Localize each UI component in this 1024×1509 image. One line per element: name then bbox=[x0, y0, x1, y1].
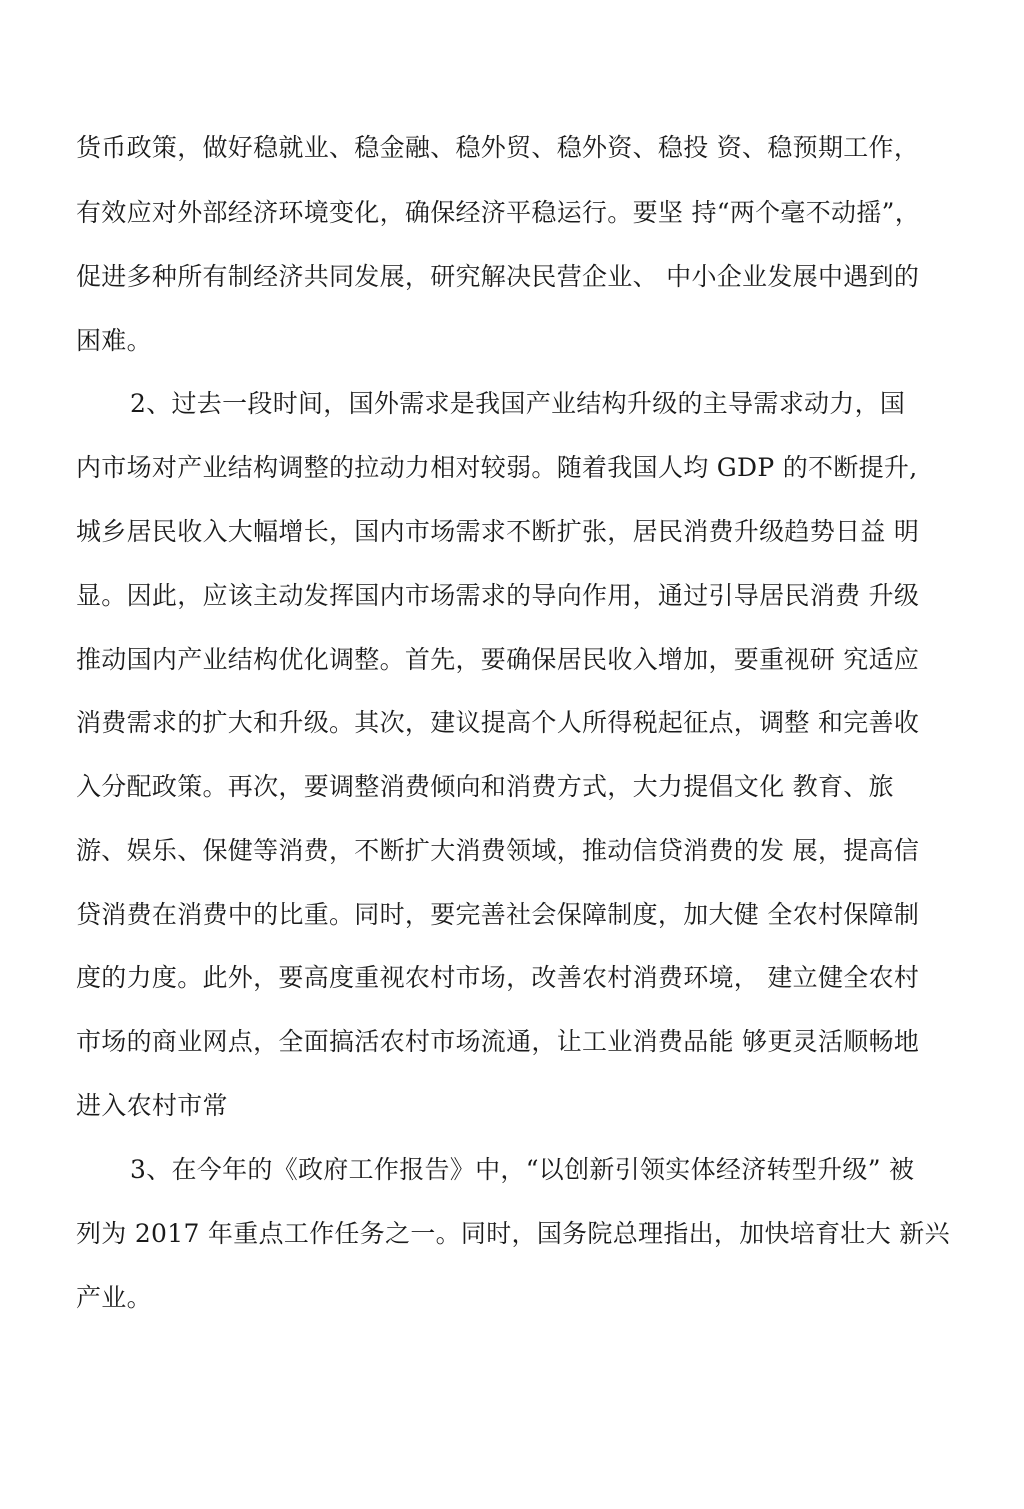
text-line: 显。因此，应该主动发挥国内市场需求的导向作用，通过引导居民消费 升级 bbox=[76, 581, 920, 610]
text-line: 列为 2017 年重点工作任务之一。同时，国务院总理指出，加快培育壮大 新兴 bbox=[76, 1219, 950, 1248]
text-line: 有效应对外部经济环境变化，确保经济平稳运行。要坚 持“两个毫不动摇”， bbox=[76, 198, 921, 227]
text-line: 货币政策，做好稳就业、稳金融、稳外贸、稳外资、稳投 资、稳预期工作， bbox=[76, 133, 920, 162]
text-line: 城乡居民收入大幅增长，国内市场需求不断扩张，居民消费升级趋势日益 明 bbox=[76, 517, 920, 546]
paragraph-2-first-line: 2、过去一段时间，国外需求是我国产业结构升级的主导需求动力，国 bbox=[130, 389, 906, 418]
text-line: 度的力度。此外，要高度重视农村市场，改善农村消费环境， 建立健全农村 bbox=[76, 963, 920, 992]
text-line: 困难。 bbox=[76, 326, 152, 355]
text-line: 进入农村市常 bbox=[76, 1091, 228, 1120]
text-line: 推动国内产业结构优化调整。首先，要确保居民收入增加，要重视研 究适应 bbox=[76, 645, 920, 674]
paragraph-3-first-line: 3、在今年的《政府工作报告》中，“以创新引领实体经济转型升级” 被 bbox=[130, 1155, 915, 1184]
text-line: 消费需求的扩大和升级。其次，建议提高个人所得税起征点，调整 和完善收 bbox=[76, 708, 920, 737]
text-line: 内市场对产业结构调整的拉动力相对较弱。随着我国人均 GDP 的不断提升, bbox=[76, 453, 918, 482]
text-line: 产业。 bbox=[76, 1283, 152, 1312]
text-line: 游、娱乐、保健等消费，不断扩大消费领域，推动信贷消费的发 展，提高信 bbox=[76, 836, 920, 865]
text-line: 市场的商业网点，全面搞活农村市场流通，让工业消费品能 够更灵活顺畅地 bbox=[76, 1027, 920, 1056]
text-line: 入分配政策。再次，要调整消费倾向和消费方式，大力提倡文化 教育、旅 bbox=[76, 772, 894, 801]
text-line: 贷消费在消费中的比重。同时，要完善社会保障制度，加大健 全农村保障制 bbox=[76, 900, 920, 929]
text-line: 促进多种所有制经济共同发展，研究解决民营企业、 中小企业发展中遇到的 bbox=[76, 262, 920, 291]
